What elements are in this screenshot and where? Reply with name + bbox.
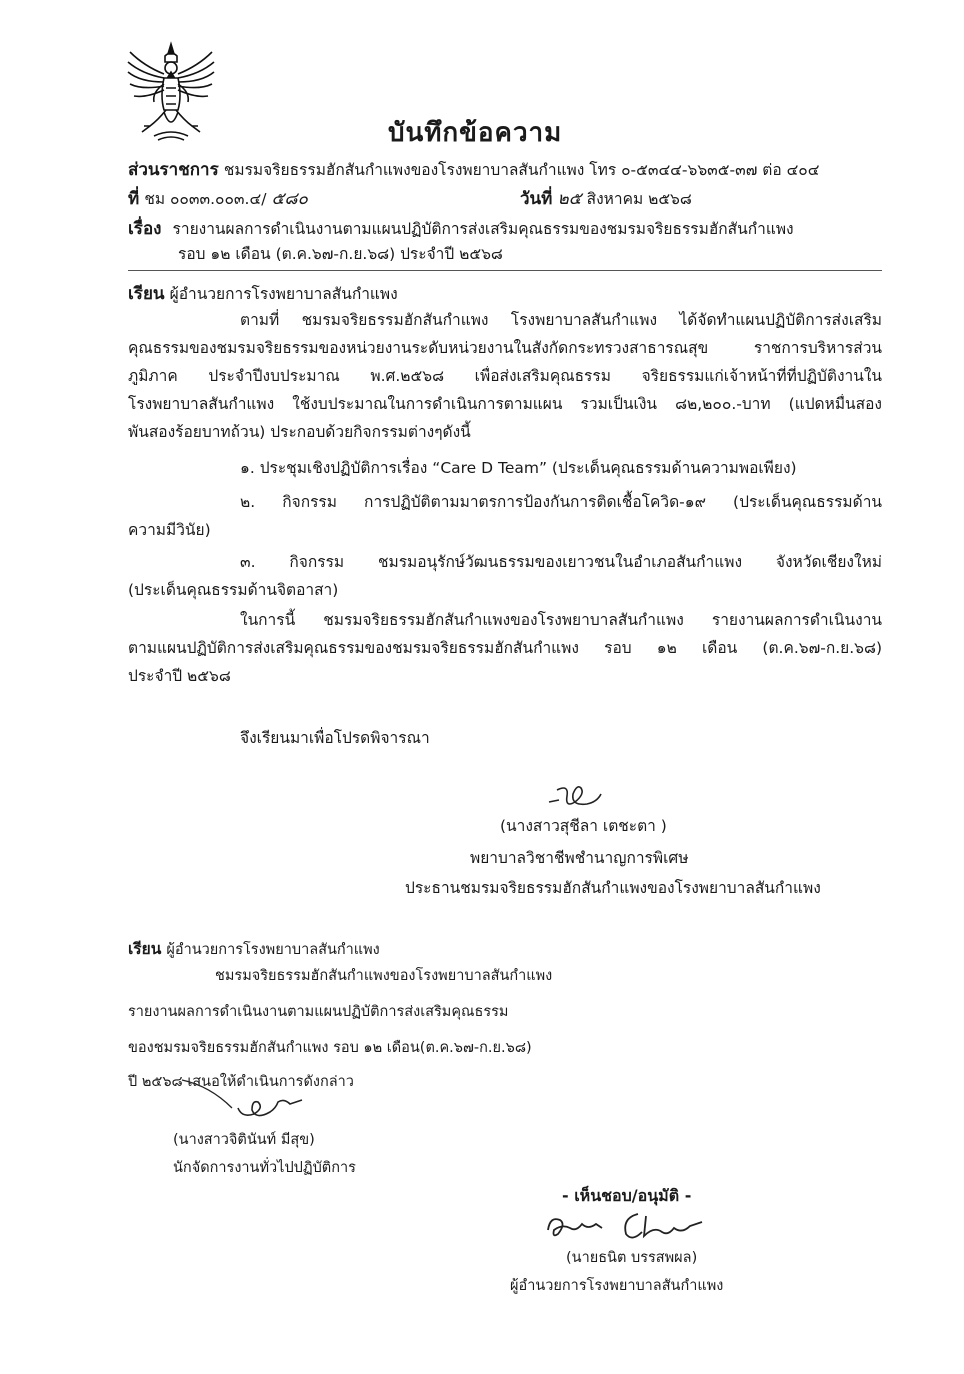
- body-p2-line1: ในการนี้ ชมรมจริยธรรมฮักสันกำแพงของโรงพยาบาลสันกำแพง รายงานผลการดำเนินงาน: [240, 611, 882, 629]
- date-text: สิงหาคม ๒๕๖๘: [586, 190, 692, 208]
- signature-1-role: ประธานชมรมจริยธรรมฮักสันกำแพงของโรงพยาบาลสันกำแพง: [405, 879, 821, 897]
- note-line-2: รายงานผลการดำเนินงานตามแผนปฏิบัติการส่งเสริมคุณธรรม: [128, 1004, 509, 1020]
- signature-3-handwritten-icon: [542, 1206, 712, 1246]
- approver-position: ผู้อำนวยการโรงพยาบาลสันกำแพง: [510, 1278, 724, 1294]
- date-line: [520, 185, 692, 212]
- garuda-emblem-icon: [124, 40, 218, 144]
- activity-item-2-line1: ๒. กิจกรรม การปฏิบัติตามมาตรการป้องกันการติดเชื้อโควิด-๑๙ (ประเด็นคุณธรรมด้าน: [240, 493, 882, 511]
- body-p1-line2: คุณธรรมของชมรมจริยธรรมของหน่วยงานระดับหน่วยงานในสังกัดกระทรวงสาธารณสุข ราชการบริหารส่วน: [128, 339, 882, 357]
- signature-2-name: (นางสาวจิตินันท์ มีสุข): [173, 1132, 315, 1148]
- to-line: [128, 280, 398, 307]
- note-to-text: ผู้อำนวยการโรงพยาบาลสันกำแพง: [166, 942, 380, 958]
- agency-label: ส่วนราชการ: [128, 160, 219, 180]
- subject-line: [128, 215, 794, 242]
- signature-1-name: (นางสาวสุชีลา เตชะตา ): [500, 817, 667, 835]
- subject-text-line2: รอบ ๑๒ เดือน (ต.ค.๖๗-ก.ย.๖๘) ประจำปี ๒๕๖๘: [178, 245, 503, 263]
- activity-item-1: ๑. ประชุมเชิงปฏิบัติการเรื่อง “Care D Team” (ประเด็นคุณธรรมด้านความพอเพียง): [240, 459, 797, 477]
- signature-1-handwritten-icon: [545, 780, 605, 814]
- activity-item-3-line1: ๓. กิจกรรม ชมรมอนุรักษ์วัฒนธรรมของเยาวชนในอำเภอสันกำแพง จังหวัดเชียงใหม่: [240, 553, 882, 571]
- body-p1-line5: พันสองร้อยบาทถ้วน) ประกอบด้วยกิจกรรมต่างๆดังนี้: [128, 423, 471, 441]
- signature-2-position: นักจัดการงานทั่วไปปฏิบัติการ: [173, 1160, 356, 1176]
- signature-1-position: พยาบาลวิชาชีพชำนาญการพิเศษ: [470, 849, 689, 867]
- ref-handwritten-number: ๕๘๐: [271, 189, 308, 209]
- note-line-3: ของชมรมจริยธรรมฮักสันกำแพง รอบ ๑๒ เดือน(ต.ค.๖๗-ก.ย.๖๘): [128, 1040, 532, 1056]
- approver-name: (นายธนิต บรรสพผล): [566, 1250, 698, 1266]
- subject-text-line1: รายงานผลการดำเนินงานตามแผนปฏิบัติการส่งเสริมคุณธรรมของชมรมจริยธรรมฮักสันกำแพง: [172, 220, 794, 238]
- ref-label: ที่: [128, 189, 140, 209]
- body-p2-line3: ประจำปี ๒๕๖๘: [128, 667, 231, 685]
- closing-text: จึงเรียนมาเพื่อโปรดพิจารณา: [240, 729, 430, 747]
- to-label: เรียน: [128, 284, 165, 304]
- body-p1-line4: โรงพยาบาลสันกำแพง ใช้งบประมาณในการดำเนินการตามแผน รวมเป็นเงิน ๘๒,๒๐๐.-บาท (แปดหมื่นสอง: [128, 395, 882, 413]
- date-handwritten-day: ๒๕: [557, 189, 582, 209]
- activity-item-2-line2: ความมีวินัย): [128, 521, 211, 539]
- date-label: วันที่: [520, 189, 553, 209]
- ref-text: ชม ๐๐๓๓.๐๐๓.๔/: [144, 190, 267, 208]
- reference-line: [128, 185, 308, 212]
- signature-2-handwritten-icon: [180, 1078, 310, 1128]
- agency-line: [128, 156, 820, 183]
- subject-label: เรื่อง: [128, 219, 162, 239]
- to-text: ผู้อำนวยการโรงพยาบาลสันกำแพง: [169, 285, 398, 303]
- body-p2-line2: ตามแผนปฏิบัติการส่งเสริมคุณธรรมของชมรมจริยธรรมฮักสันกำแพง รอบ ๑๒ เดือน (ต.ค.๖๗-ก.ย.๖๘): [128, 639, 882, 657]
- note-to-label: เรียน: [128, 940, 162, 958]
- body-p1-line1: ตามที่ ชมรมจริยธรรมฮักสันกำแพง โรงพยาบาลสันกำแพง ได้จัดทำแผนปฏิบัติการส่งเสริม: [240, 311, 882, 329]
- note-line-4: ปี ๒๕๖๘ เสนอให้ดำเนินการดังกล่าว: [128, 1074, 354, 1090]
- body-p1-line3: ภูมิภาค ประจำปีงบประมาณ พ.ศ.๒๕๖๘ เพื่อส่งเสริมคุณธรรม จริยธรรมแก่เจ้าหน้าที่ที่ปฏิบัติงานใน: [128, 367, 882, 385]
- approval-label: - เห็นชอบ/อนุมัติ -: [562, 1186, 692, 1205]
- agency-text: ชมรมจริยธรรมฮักสันกำแพงของโรงพยาบาลสันกำแพง โทร ๐-๕๓๔๔-๖๖๓๕-๓๗ ต่อ ๔๐๔: [223, 161, 820, 179]
- memo-title: บันทึกข้อความ: [388, 118, 563, 148]
- note-to-line: [128, 936, 380, 961]
- note-line-1: ชมรมจริยธรรมฮักสันกำแพงของโรงพยาบาลสันกำแพง: [215, 968, 553, 984]
- activity-item-3-line2: (ประเด็นคุณธรรมด้านจิตอาสา): [128, 581, 339, 599]
- header-divider: [128, 270, 882, 271]
